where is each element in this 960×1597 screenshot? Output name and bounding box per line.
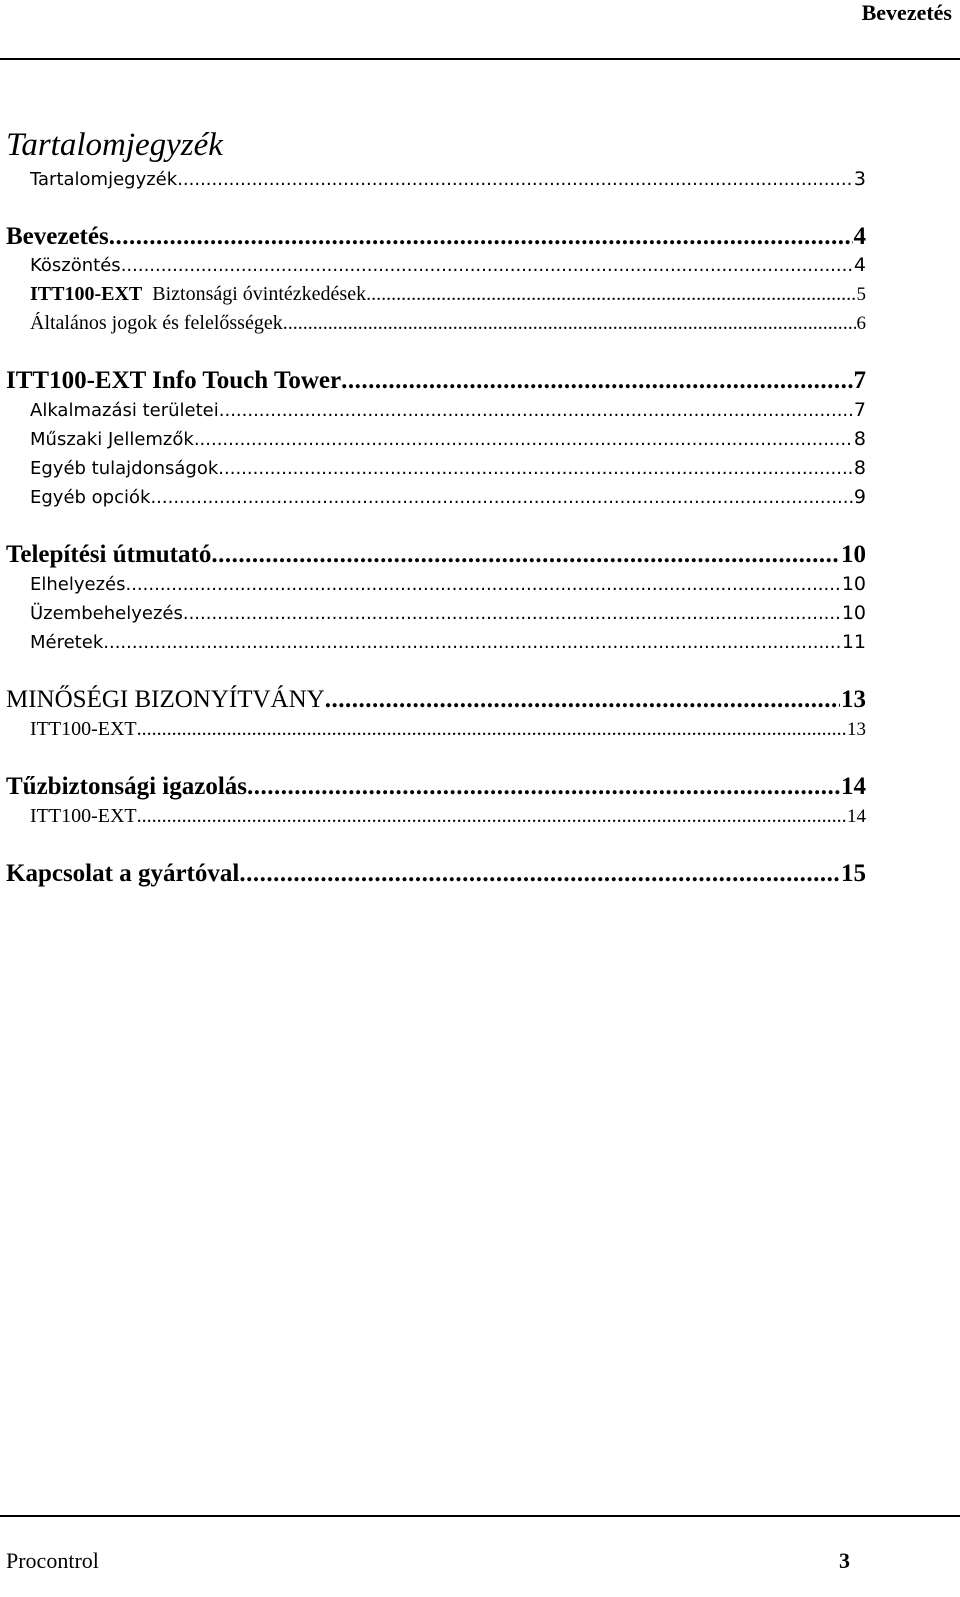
toc-entry-page: 13 — [847, 719, 866, 740]
toc-entry-page: 8 — [853, 457, 866, 479]
toc-leader-dots — [137, 718, 846, 740]
header-section-title: Bevezetés — [861, 0, 952, 25]
toc-entry[interactable] — [30, 486, 866, 509]
toc-entry[interactable] — [30, 631, 866, 654]
toc-entry-label: Egyéb opciók — [30, 487, 151, 508]
toc-leader-dots — [109, 222, 853, 252]
toc-entry-label: ITT100-EXT Info Touch Tower — [6, 367, 342, 394]
toc-leader-dots — [247, 772, 840, 802]
toc-entry[interactable] — [30, 399, 866, 422]
toc-entry[interactable] — [6, 685, 866, 715]
toc-leader-dots — [125, 574, 840, 596]
footer-company: Procontrol — [6, 1548, 99, 1573]
toc-leader-dots — [137, 805, 846, 827]
toc-entry[interactable] — [30, 718, 866, 741]
toc-entry-page: 3 — [853, 168, 866, 190]
toc-entry-label: ITT100-EXT — [30, 805, 137, 827]
toc-entry-page: 4 — [853, 254, 866, 276]
toc-entry-label: Biztonsági óvintézkedések — [152, 283, 367, 305]
toc-leader-dots — [121, 255, 853, 277]
toc-entry-page: 5 — [856, 284, 866, 305]
toc-entry[interactable] — [30, 457, 866, 480]
toc-entry-page: 14 — [847, 806, 866, 827]
toc-title: Tartalomjegyzék — [6, 127, 223, 163]
toc-entry-page: 10 — [841, 541, 866, 568]
toc-entry[interactable] — [30, 602, 866, 625]
toc-entry-label: Elhelyezés — [30, 574, 126, 595]
toc-entry[interactable] — [6, 859, 866, 889]
toc-entry-label: MINŐSÉGI BIZONYÍTVÁNY — [6, 686, 325, 713]
toc-entry-label: Bevezetés — [6, 223, 109, 250]
toc-entry-page: 8 — [853, 428, 866, 450]
toc-entry-page: 10 — [841, 573, 866, 595]
toc-entry[interactable] — [30, 805, 866, 828]
toc-entry-page: 10 — [841, 602, 866, 624]
toc-leader-dots — [366, 283, 855, 305]
toc-entry-label-prefix: ITT100-EXT Biztonsági óvintézkedések — [30, 283, 367, 305]
toc-entry-page: 7 — [853, 399, 866, 421]
toc-entry-label: ITT100-EXT — [30, 718, 137, 740]
toc-entry-label: Telepítési útmutató — [6, 541, 212, 568]
footer-rule — [0, 1515, 960, 1517]
toc-entry[interactable] — [30, 573, 866, 596]
toc-entry-page: 11 — [841, 631, 866, 653]
toc-leader-dots — [283, 312, 856, 334]
toc-entry-page: 9 — [853, 486, 866, 508]
toc-entry[interactable] — [30, 283, 866, 306]
toc-leader-dots — [219, 400, 853, 422]
toc-entry-label: Üzembehelyezés — [30, 603, 183, 624]
toc-entry-page: 7 — [853, 367, 866, 394]
toc-entry[interactable] — [30, 312, 866, 335]
toc-entry[interactable] — [6, 772, 866, 802]
toc-entry-label: Egyéb tulajdonságok — [30, 458, 219, 479]
toc-entry[interactable] — [30, 254, 866, 277]
toc-entry-page: 6 — [856, 313, 866, 334]
toc-entry-page: 14 — [841, 773, 866, 800]
toc-entry-label: Tartalomjegyzék — [30, 169, 178, 190]
toc-entry[interactable] — [6, 540, 866, 570]
toc-leader-dots — [177, 169, 853, 191]
toc-leader-dots — [218, 458, 853, 480]
toc-leader-dots — [341, 366, 852, 396]
toc-entry-page: 4 — [853, 223, 866, 250]
toc-entry-label: Műszaki Jellemzők — [30, 429, 194, 450]
toc-entry-label: Alkalmazási területei — [30, 400, 219, 421]
toc-entry-label: Kapcsolat a gyártóval — [6, 860, 240, 887]
toc-leader-dots — [103, 632, 841, 654]
toc-entry-page: 15 — [841, 860, 866, 887]
toc-entry-label: Tűzbiztonsági igazolás — [6, 773, 247, 800]
toc-entry-page: 13 — [841, 686, 866, 713]
header-rule — [0, 58, 960, 60]
toc-leader-dots — [150, 487, 852, 509]
footer-page-number: 3 — [839, 1548, 850, 1573]
toc-leader-dots — [239, 859, 840, 889]
toc-leader-dots — [194, 429, 853, 451]
toc-leader-dots — [325, 685, 840, 715]
toc-leader-dots — [183, 603, 841, 625]
toc-entry-label: Méretek — [30, 632, 104, 653]
toc-leader-dots — [211, 540, 840, 570]
toc-entry[interactable] — [6, 222, 866, 252]
toc-entry-label: Köszöntés — [30, 255, 121, 276]
toc-entry-label: Általános jogok és felelősségek — [30, 312, 283, 334]
toc-entry[interactable] — [30, 168, 866, 191]
toc-entry[interactable] — [6, 366, 866, 396]
toc-entry[interactable] — [30, 428, 866, 451]
